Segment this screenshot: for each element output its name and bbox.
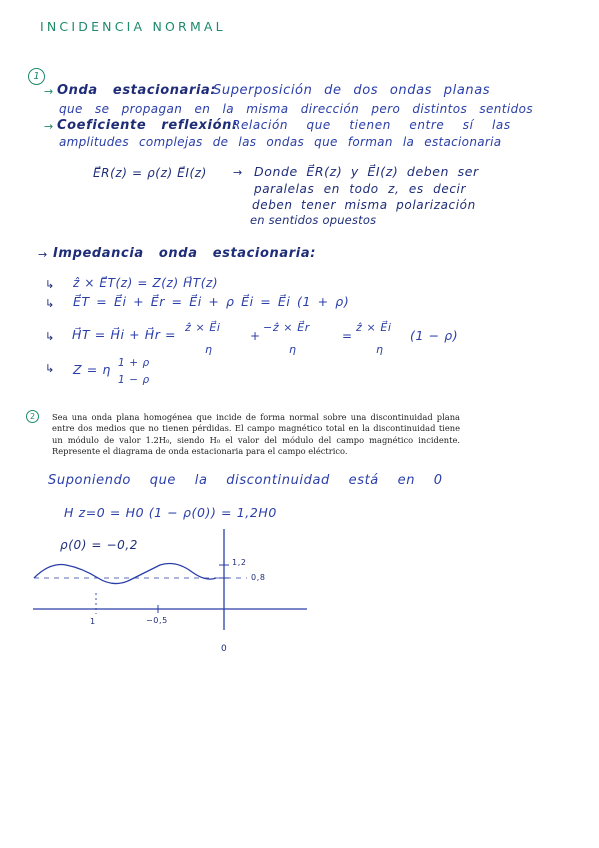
equation-3-lhs: H⃗T = H⃗i + H⃗r = [72,327,177,342]
onda-term: Onda estacionaria: [57,83,217,98]
reflection-formula: E⃗R(z) = ρ(z) E⃗I(z) [93,166,207,180]
suponiendo-line: Suponiendo que la discontinuidad está en 0 [48,473,443,488]
return-arrow-icon: ↳ [45,278,55,291]
section-2-number: 2 [26,410,39,423]
label-minus-0-5: −0,5 [146,616,168,625]
page-title: INCIDENCIA NORMAL [40,19,226,34]
arrow-right-icon: → [44,85,54,98]
impedance-title: Impedancia onda estacionaria: [53,246,316,261]
eq3-frac1-den: η [205,343,213,356]
rho-equation: ρ(0) = −0,2 [60,538,139,552]
eq3-frac3-num: ẑ × E⃗i [356,321,392,334]
arrow-right-icon: → [233,166,243,179]
equals-sign: = [342,329,353,343]
eq4-den: 1 − ρ [118,374,150,386]
label-1: 1 [90,617,96,626]
onda-def-line1: Superposición de dos ondas planas [213,83,491,98]
donde-line1: Donde E⃗R(z) y E⃗I(z) deben ser [254,164,479,179]
standing-wave-curve [34,564,216,584]
eq3-frac3-den: η [376,343,384,356]
eq4-lhs: Z = η [73,362,111,377]
section-1-number: 1 [28,68,45,85]
plus-sign: + [250,329,261,343]
arrow-right-icon: → [38,248,48,261]
coef-def-line2: amplitudes complejas de las ondas que forman la estacionaria [59,135,502,149]
eq4-num: 1 + ρ [118,357,150,369]
arrow-right-icon: → [44,120,54,133]
equation-1: ẑ × E⃗T(z) = Z(z) H⃗T(z) [73,276,219,290]
return-arrow-icon: ↳ [45,330,55,343]
donde-line2: paralelas en todo z, es decir [254,182,466,196]
label-1-2: 1,2 [232,558,247,567]
eq3-factor: (1 − ρ) [410,328,459,343]
label-0-8: 0,8 [251,573,266,582]
problem-statement: Sea una onda plana homogénea que incide de forma normal sobre una discontinuidad plana entre dos medios que no tienen pérdidas. El campo magnético total en la discontinuidad tiene un módulo de valor 1.2H₀, siendo H₀ el valor del módulo del campo magnético incidente. Represente el diagrama de onda estacionaria para el campo eléctrico. [52,412,460,457]
h-equation: H z=0 = H0 (1 − ρ(0)) = 1,2H0 [64,505,277,520]
coef-def-line1: Relación que tienen entre sí las [232,118,511,132]
return-arrow-icon: ↳ [45,297,55,310]
donde-line4: en sentidos opuestos [250,213,377,227]
coef-term: Coeficiente reflexión: [57,118,238,133]
eq3-frac2-num: −ẑ × E⃗r [263,321,310,334]
equation-2: E⃗T = E⃗i + E⃗r = E⃗i + ρ E⃗i = E⃗i (1 + ρ) [73,294,350,309]
donde-line3: deben tener misma polarización [252,198,476,212]
label-0: 0 [221,644,228,654]
onda-def-line2: que se propagan en la misma dirección pero distintos sentidos [59,102,534,116]
eq3-frac1-num: ẑ × E⃗i [185,321,221,334]
eq3-frac2-den: η [289,343,297,356]
return-arrow-icon: ↳ [45,362,55,375]
